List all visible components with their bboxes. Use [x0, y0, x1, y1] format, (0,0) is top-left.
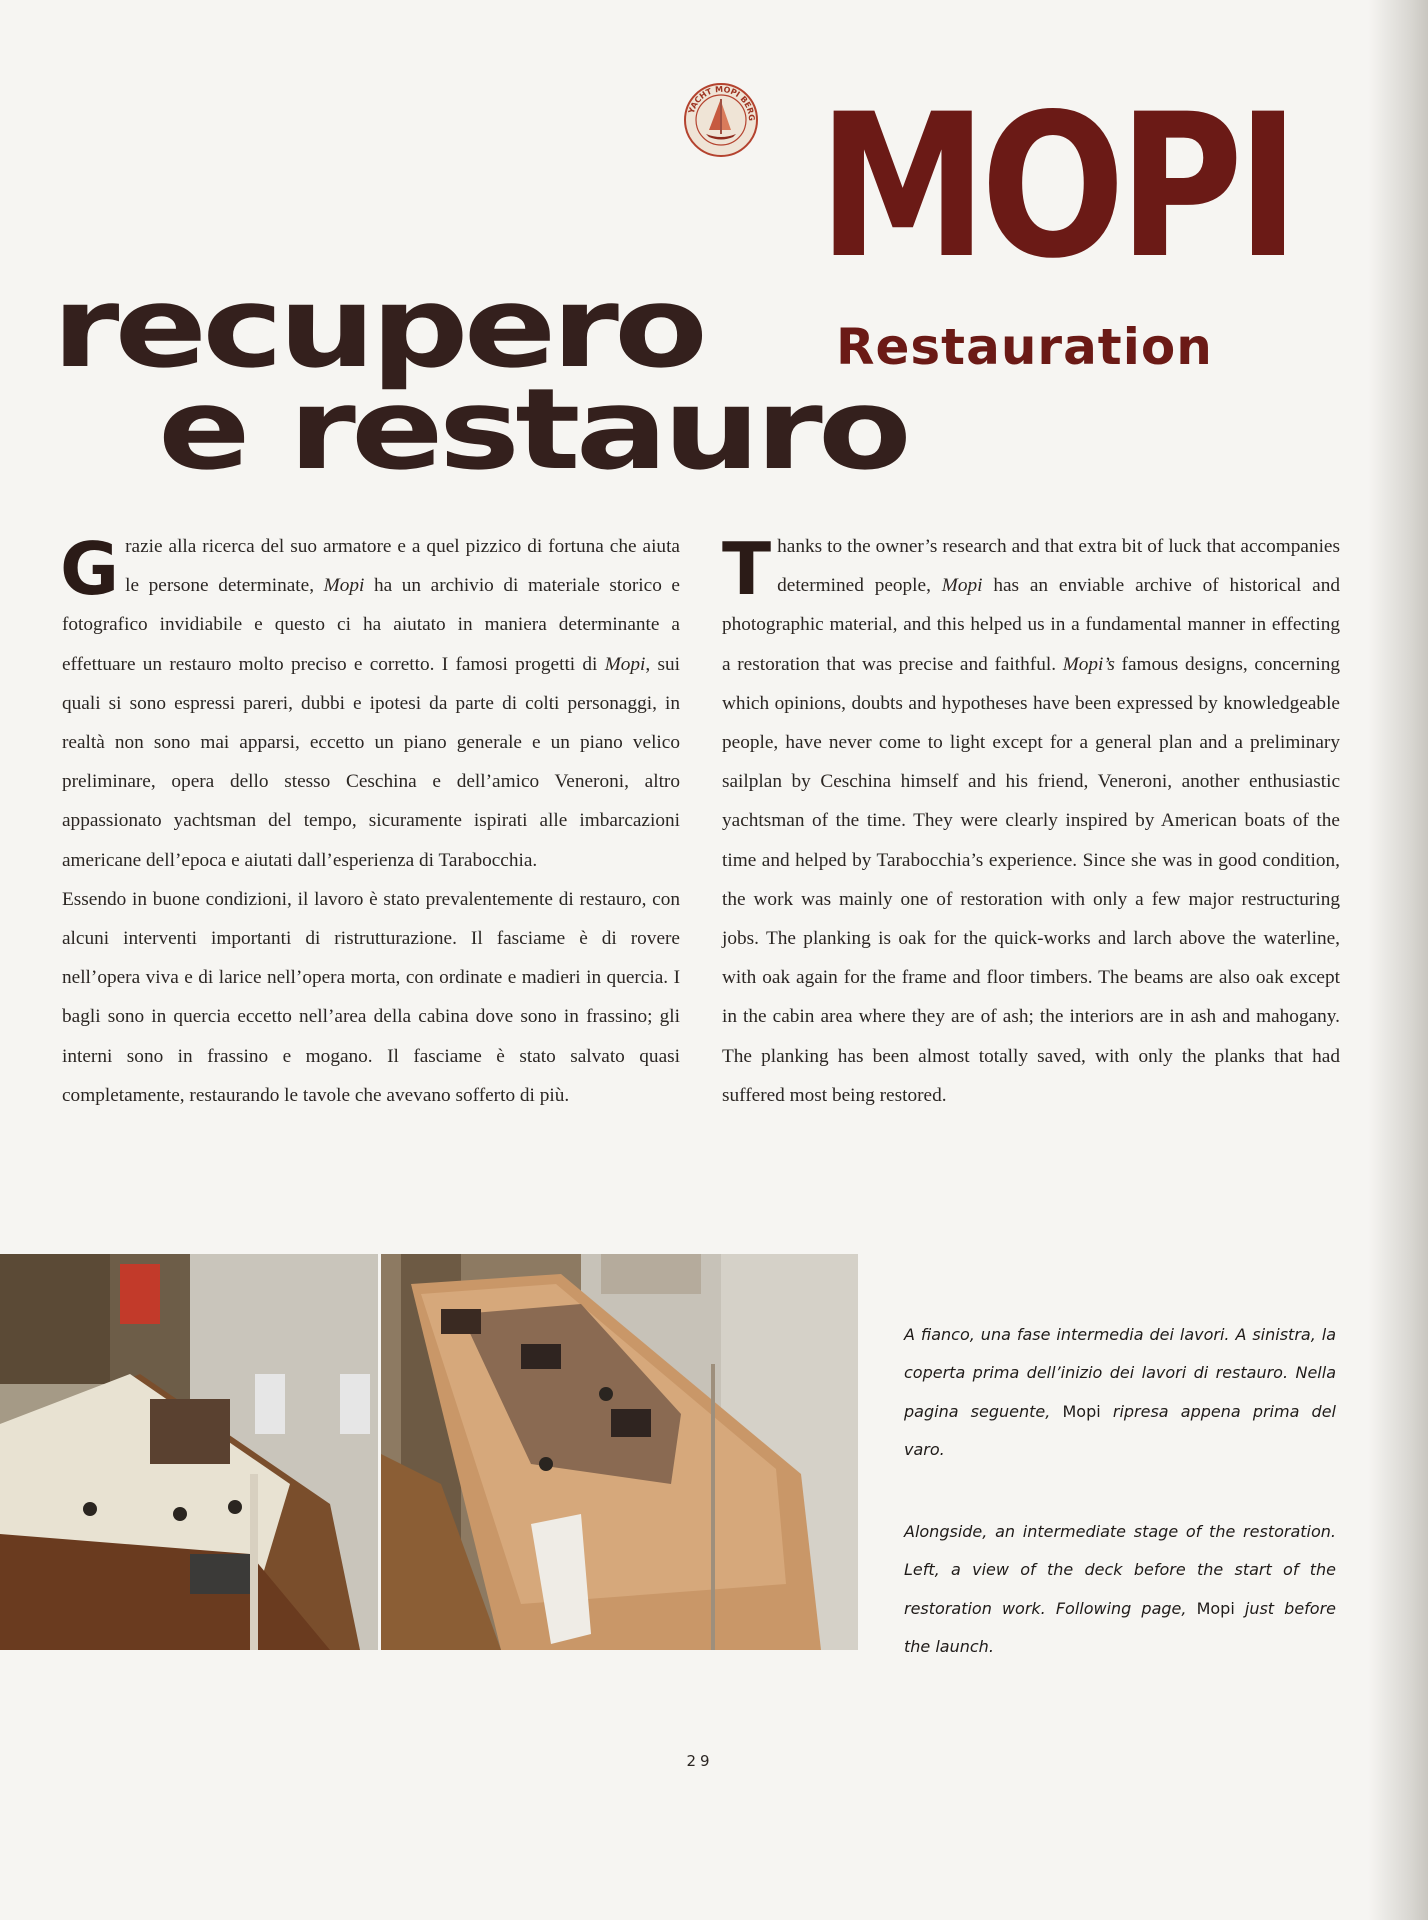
title-restauration: Restauration [836, 318, 1213, 376]
italian-text-c: , sui quali si sono espressi pareri, dubbi e ipotesi da parte di colti personaggi, in realtà non sono mai apparsi, eccetto un piano generale e un piano velico preliminare, opera dello stesso Ceschina e dell’amico Veneroni, altro appassionato yachtsman del tempo, sicuramente ispirati alle imbarcazioni americane dell’epoca e aiutati dall’esperienza di Tarabocchia. [62, 653, 680, 871]
caption-italian [904, 1316, 1336, 1470]
boat-intermediate-restoration-photo-icon [381, 1254, 858, 1650]
title-mopi: MOPI [818, 71, 1293, 302]
english-text-b: has an enviable archive of historical and photographic material, and this helped us in a fundamental manner in effecting a restoration that was precise and faithful. [722, 575, 1340, 675]
page-number: 29 [686, 1752, 714, 1770]
caption-italian-text-b: ripresa appena prima del varo. [904, 1401, 1337, 1460]
caption-english [904, 1513, 1336, 1667]
italian-text-column [62, 527, 680, 1115]
italian-text-a: razie alla ricerca del suo armatore e a quel pizzico di fortuna che aiuta le persone determinate, [125, 536, 680, 597]
italian-mopi-1: Mopi [323, 575, 365, 597]
english-paragraph [722, 527, 1340, 1115]
seal-lettering: YACHT MOPI BERG [686, 84, 757, 122]
italian-mopi-2: Mopi [604, 653, 646, 675]
caption-english-text-b: just before the launch. [904, 1598, 1337, 1657]
caption-italian-text-a: A fianco, una fase intermedia dei lavori. A sinistra, la coperta prima dell’inizio dei lavori di restauro. Nella pagina seguente, [904, 1325, 1336, 1421]
yacht-club-seal-logo [683, 82, 759, 158]
sailboat-seal-icon [683, 82, 759, 158]
italian-paragraph-1 [62, 527, 680, 880]
caption-italian-mopi: Mopi [1062, 1401, 1101, 1421]
caption-english-text-a: Alongside, an intermediate stage of the restoration. Left, a view of the deck before the start of the restoration work. Following page, [904, 1522, 1336, 1618]
title-recupero: recupero [52, 263, 704, 393]
english-text-c: famous designs, concerning which opinions, doubts and hypotheses have been expressed by knowledgeable people, have never come to light except for a general plan and a preliminary sailplan by Ceschina himself and his friend, Veneroni, another enthusiastic yachtsman of the time. They were clearly inspired by American boats of the time and helped by Tarabocchia’s experience. Since she was in good condition, the work was mainly one of restoration with only a few major restructuring jobs. The planking is oak for the quick-works and larch above the waterline, with oak again for the frame and floor timbers. The beams are also oak except in the cabin area where they are of ash; the interiors are in ash and mahogany. The planking has been almost totally saved, with only the planks that had suffered most being restored. [722, 653, 1340, 1106]
photo-deck-before-restoration [0, 1254, 378, 1650]
italian-paragraph-2: Essendo in buone condizioni, il lavoro è stato prevalentemente di restauro, con alcuni interventi importanti di ristrutturazione. Il fasciame è di rovere nell’opera viva e di larice nell’opera morta, con ordinate e madieri in quercia. I bagli sono in quercia eccetto nell’area della cabina dove sono in frassino; gli interni sono in frassino e mogano. Il fasciame è stato salvato quasi completamente, restaurando le tavole che avevano sofferto di più. [62, 888, 680, 1106]
page-gutter-shadow [1368, 0, 1428, 1920]
photo-intermediate-restoration [381, 1254, 858, 1650]
dropcap-t: T [722, 527, 772, 611]
english-mopi-2: Mopi’s [1062, 653, 1115, 675]
title-e-restauro: e restauro [158, 365, 907, 495]
italian-text-b: ha un archivio di materiale storico e fotografico invidiabile e questo ci ha aiutato in maniera determinante a effettuare un restauro molto preciso e corretto. I famosi progetti di [62, 575, 680, 675]
boat-deck-before-restoration-photo-icon [0, 1254, 378, 1650]
caption-english-mopi: Mopi [1196, 1598, 1235, 1618]
dropcap-g: G [60, 527, 120, 611]
english-text-column [722, 527, 1340, 1115]
english-mopi-1: Mopi [941, 575, 983, 597]
english-text-a: hanks to the owner’s research and that extra bit of luck that accompanies determined people, [777, 536, 1340, 597]
